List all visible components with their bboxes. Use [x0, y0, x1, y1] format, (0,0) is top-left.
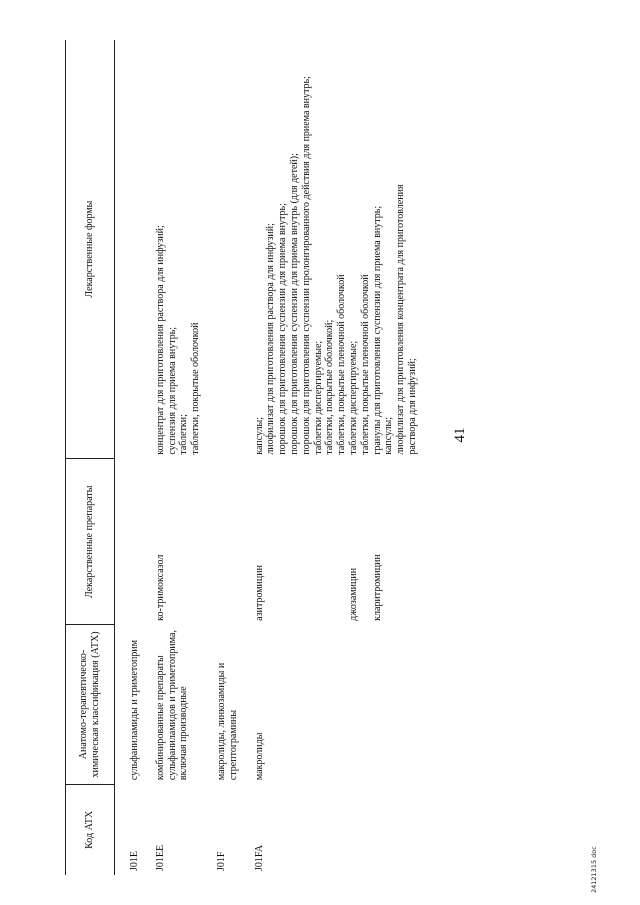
cell-code: J01E — [129, 851, 140, 871]
cell-drug: джозамицин — [347, 567, 359, 621]
table-row — [141, 40, 202, 875]
header-drugs: Лекарственные препараты — [66, 459, 115, 625]
dosage-form-item: порошок для приготовления суспензии для приема внутрь (для детей); — [288, 153, 300, 455]
header-code: Код АТХ — [66, 784, 115, 875]
table-row — [372, 40, 419, 875]
page-number: 41 — [452, 427, 468, 443]
atx-table — [65, 40, 419, 875]
header-classification: Анатомо-терапевтическо-химическая классификация (АТХ) — [66, 625, 115, 784]
cell-code: J01FA — [253, 845, 265, 871]
dosage-form-item: порошок для приготовления суспензии пролонгированного действия для приема внутрь; — [300, 76, 312, 455]
cell-forms — [141, 40, 202, 459]
cell-classification: комбинированные препараты сульфаниламидов и триметоприма, включая производные — [154, 630, 190, 781]
dosage-form-item: лиофилизат для приготовления концентрата для приготовления — [395, 184, 407, 455]
dosage-form-item: лиофилизат для приготовления раствора для инфузий; — [265, 223, 277, 455]
dosage-form-item: порошок для приготовления суспензии для приема внутрь; — [277, 203, 289, 455]
table-row — [202, 40, 240, 875]
cell-drug — [115, 459, 141, 625]
dosage-form-item: таблетки, покрытые оболочкой; — [324, 319, 336, 455]
document-footer-code: 24121315 doc — [590, 846, 598, 893]
cell-drug: кларитромицин — [371, 554, 383, 621]
header-forms: Лекарственные формы — [66, 40, 115, 459]
dosage-form-item: капсулы; — [383, 416, 395, 455]
table-row — [348, 40, 372, 875]
cell-code: J01F — [215, 851, 227, 871]
dosage-form-item: концентрат для приготовления раствора для инфузий; — [154, 225, 166, 455]
dosage-form-item: таблетки диспергируемые; — [347, 340, 359, 455]
cell-forms — [240, 40, 348, 459]
cell-code — [348, 784, 372, 875]
dosage-form-item: раствора для инфузий; — [406, 358, 418, 455]
table-body — [115, 40, 419, 875]
table-row — [240, 40, 348, 875]
cell-drug: азитромицин — [253, 565, 265, 621]
cell-forms — [115, 40, 141, 459]
dosage-form-item: суспензия для приема внутрь; — [166, 326, 178, 455]
dosage-form-item: таблетки диспергируемые; — [312, 340, 324, 455]
cell-classification: макролиды — [253, 732, 265, 781]
dosage-form-item: таблетки, покрытые пленочной оболочкой — [336, 274, 348, 455]
cell-code: J01EE — [154, 844, 166, 871]
table-header-row — [66, 40, 115, 875]
dosage-form-item: капсулы; — [253, 416, 265, 455]
cell-code — [372, 784, 419, 875]
table-row — [115, 40, 141, 875]
dosage-form-item: таблетки; — [178, 414, 190, 455]
cell-classification — [348, 625, 372, 784]
cell-classification — [372, 625, 419, 784]
dosage-form-item: таблетки, покрытые оболочкой — [190, 322, 202, 455]
cell-classification: макролиды, линкозамиды и стрептограмины — [215, 662, 239, 781]
dosage-form-item: таблетки, покрытые пленочной оболочкой — [359, 274, 371, 455]
cell-classification: сульфаниламиды и триметоприм — [129, 639, 140, 781]
dosage-form-item: гранулы для приготовления суспензии для приема внутрь; — [371, 205, 383, 455]
cell-drug — [202, 459, 240, 625]
cell-forms — [202, 40, 240, 459]
cell-drug: ко-тримоксазол — [154, 554, 166, 621]
cell-forms — [348, 40, 372, 459]
cell-forms — [372, 40, 419, 459]
